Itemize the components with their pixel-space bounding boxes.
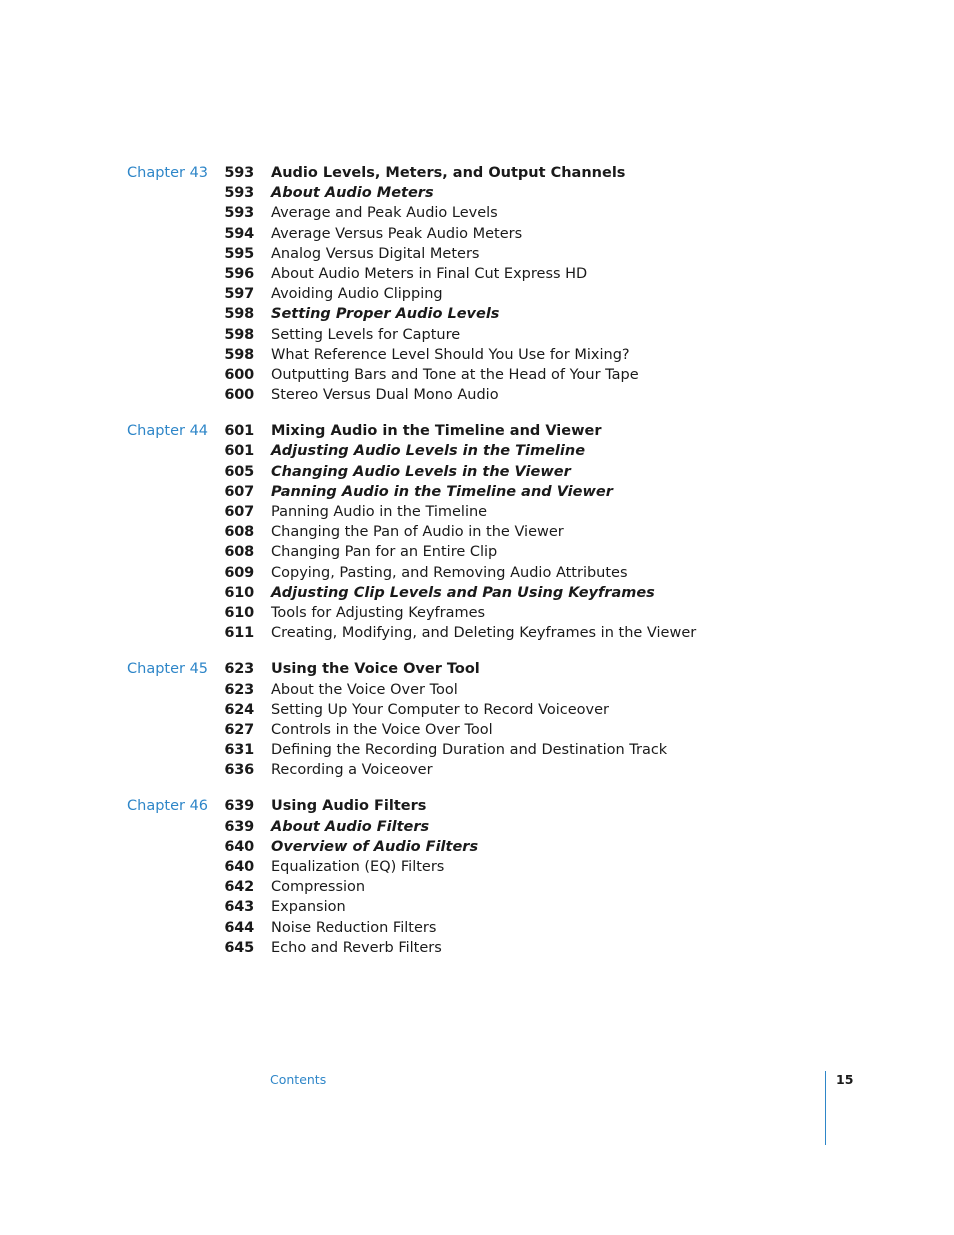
entry-title: Recording a Voiceover (271, 762, 433, 779)
entry-title: Creating, Modifying, and Deleting Keyframes in the Viewer (271, 625, 697, 642)
page-number: 609 (224, 564, 254, 581)
page-number: 640 (224, 859, 254, 875)
entry-title: About Audio Filters (271, 818, 430, 835)
toc-entry[interactable] (0, 897, 954, 917)
toc-entry[interactable] (0, 623, 954, 643)
page-number: 598 (224, 326, 254, 343)
chapter-block (0, 421, 954, 643)
page-number: 593 (224, 185, 254, 202)
chapter-block (0, 163, 954, 405)
page-number: 598 (224, 346, 254, 363)
entry-title: Changing Audio Levels in the Viewer (271, 463, 571, 480)
toc-entry[interactable] (0, 740, 954, 760)
page-number: 608 (224, 544, 254, 561)
entry-title: Noise Reduction Filters (271, 919, 437, 936)
toc-entry[interactable] (0, 264, 954, 284)
chapter-label[interactable]: Chapter 45 (127, 661, 209, 678)
page-number: 610 (224, 584, 254, 601)
entry-title: Tools for Adjusting Keyframes (271, 604, 486, 621)
toc-entry[interactable] (0, 385, 954, 405)
page-number: 600 (224, 366, 254, 383)
entry-title: Mixing Audio in the Timeline and Viewer (271, 423, 602, 440)
page-number: 593 (224, 205, 254, 222)
chapter-label[interactable]: Chapter 44 (127, 423, 209, 440)
entry-title: Changing the Pan of Audio in the Viewer (271, 524, 564, 541)
toc-entry[interactable] (0, 938, 954, 958)
entry-title: Setting Proper Audio Levels (271, 306, 500, 323)
toc-entry[interactable] (0, 837, 954, 857)
entry-title: Using the Voice Over Tool (271, 661, 480, 678)
toc-entry[interactable] (0, 365, 954, 385)
page-number: 593 (224, 165, 254, 181)
toc-entry[interactable] (0, 203, 954, 223)
toc-entry[interactable] (0, 563, 954, 583)
toc-entry[interactable] (0, 224, 954, 244)
page-number: 608 (224, 524, 254, 541)
footer-contents-link[interactable]: Contents (270, 1072, 327, 1087)
page-number: 640 (224, 838, 254, 855)
entry-title: Average Versus Peak Audio Meters (271, 225, 523, 242)
entry-title: About Audio Meters in Final Cut Express HD (271, 265, 588, 282)
page-number: 595 (224, 245, 254, 262)
entry-title: Outputting Bars and Tone at the Head of Your Tape (271, 366, 639, 383)
entry-title: Panning Audio in the Timeline and Viewer (271, 483, 613, 500)
toc-entry[interactable] (0, 857, 954, 877)
page-number: 607 (224, 504, 254, 520)
entry-title: Avoiding Audio Clipping (271, 286, 443, 303)
page-number: 601 (224, 423, 254, 440)
entry-title: Setting Levels for Capture (271, 326, 461, 343)
page-number: 594 (224, 225, 254, 242)
chapter-label[interactable]: Chapter 46 (127, 798, 209, 815)
page-number: 645 (224, 939, 254, 956)
toc-entry[interactable] (0, 817, 954, 837)
entry-title: About Audio Meters (271, 185, 434, 202)
page-number: 631 (224, 742, 254, 759)
toc-entry[interactable] (0, 284, 954, 304)
toc-entry[interactable] (0, 542, 954, 562)
entry-title: What Reference Level Should You Use for Mixing? (271, 346, 630, 363)
entry-title: Expansion (271, 899, 346, 916)
entry-title: About the Voice Over Tool (271, 681, 458, 698)
toc-entry[interactable] (0, 345, 954, 365)
entry-title: Stereo Versus Dual Mono Audio (271, 387, 499, 404)
page-number: 636 (224, 762, 254, 779)
toc-entry[interactable] (0, 720, 954, 740)
page-number: 610 (224, 604, 254, 621)
entry-title: Equalization (EQ) Filters (271, 859, 445, 875)
toc-entry[interactable] (0, 502, 954, 522)
page-number: 624 (224, 701, 254, 718)
page-number: 627 (224, 721, 254, 738)
toc-entry[interactable] (0, 441, 954, 461)
page-number: 598 (224, 306, 254, 323)
toc-entry[interactable] (0, 163, 954, 183)
entry-title: Compression (271, 879, 366, 896)
page-number: 611 (224, 625, 254, 642)
entry-title: Controls in the Voice Over Tool (271, 721, 493, 738)
page-number: 644 (224, 919, 254, 936)
entry-title: Audio Levels, Meters, and Output Channels (271, 165, 626, 181)
chapter-block (0, 796, 954, 958)
toc-entry[interactable] (0, 877, 954, 897)
toc-entry[interactable] (0, 659, 954, 679)
entry-title: Panning Audio in the Timeline (271, 504, 488, 520)
toc-entry[interactable] (0, 522, 954, 542)
chapter-label[interactable]: Chapter 43 (127, 165, 209, 181)
toc-entry[interactable] (0, 304, 954, 324)
entry-title: Overview of Audio Filters (271, 838, 479, 855)
entry-title: Adjusting Clip Levels and Pan Using Keyframes (271, 584, 655, 601)
page-number: 605 (224, 463, 254, 480)
toc-entry[interactable] (0, 183, 954, 203)
table-of-contents (0, 163, 954, 974)
toc-entry[interactable] (0, 700, 954, 720)
page-number: 623 (224, 661, 254, 678)
page-number: 596 (224, 265, 254, 282)
page-number: 643 (224, 899, 254, 916)
page-number: 600 (224, 387, 254, 404)
toc-entry[interactable] (0, 325, 954, 345)
page-number: 623 (224, 681, 254, 698)
page-number: 639 (224, 818, 254, 835)
toc-entry[interactable] (0, 244, 954, 264)
footer-page-number: 15 (836, 1072, 854, 1087)
entry-title: Setting Up Your Computer to Record Voiceover (271, 701, 610, 718)
toc-entry[interactable] (0, 760, 954, 780)
entry-title: Changing Pan for an Entire Clip (271, 544, 498, 561)
entry-title: Analog Versus Digital Meters (271, 245, 480, 262)
page-number: 642 (224, 879, 254, 896)
toc-entry[interactable] (0, 603, 954, 623)
page-number: 601 (224, 443, 254, 460)
toc-entry[interactable] (0, 482, 954, 502)
page-number: 639 (224, 798, 254, 815)
entry-title: Using Audio Filters (271, 798, 427, 815)
toc-entry[interactable] (0, 680, 954, 700)
toc-entry[interactable] (0, 462, 954, 482)
entry-title: Copying, Pasting, and Removing Audio Attributes (271, 564, 628, 581)
chapter-block (0, 659, 954, 780)
entry-title: Echo and Reverb Filters (271, 939, 442, 956)
page-number: 597 (224, 286, 254, 303)
entry-title: Defining the Recording Duration and Destination Track (271, 742, 668, 759)
toc-entry[interactable] (0, 918, 954, 938)
toc-entry[interactable] (0, 421, 954, 441)
page-number: 607 (224, 483, 254, 500)
entry-title: Adjusting Audio Levels in the Timeline (271, 443, 586, 460)
footer-divider (825, 1071, 826, 1145)
toc-entry[interactable] (0, 796, 954, 816)
entry-title: Average and Peak Audio Levels (271, 205, 498, 222)
toc-entry[interactable] (0, 583, 954, 603)
